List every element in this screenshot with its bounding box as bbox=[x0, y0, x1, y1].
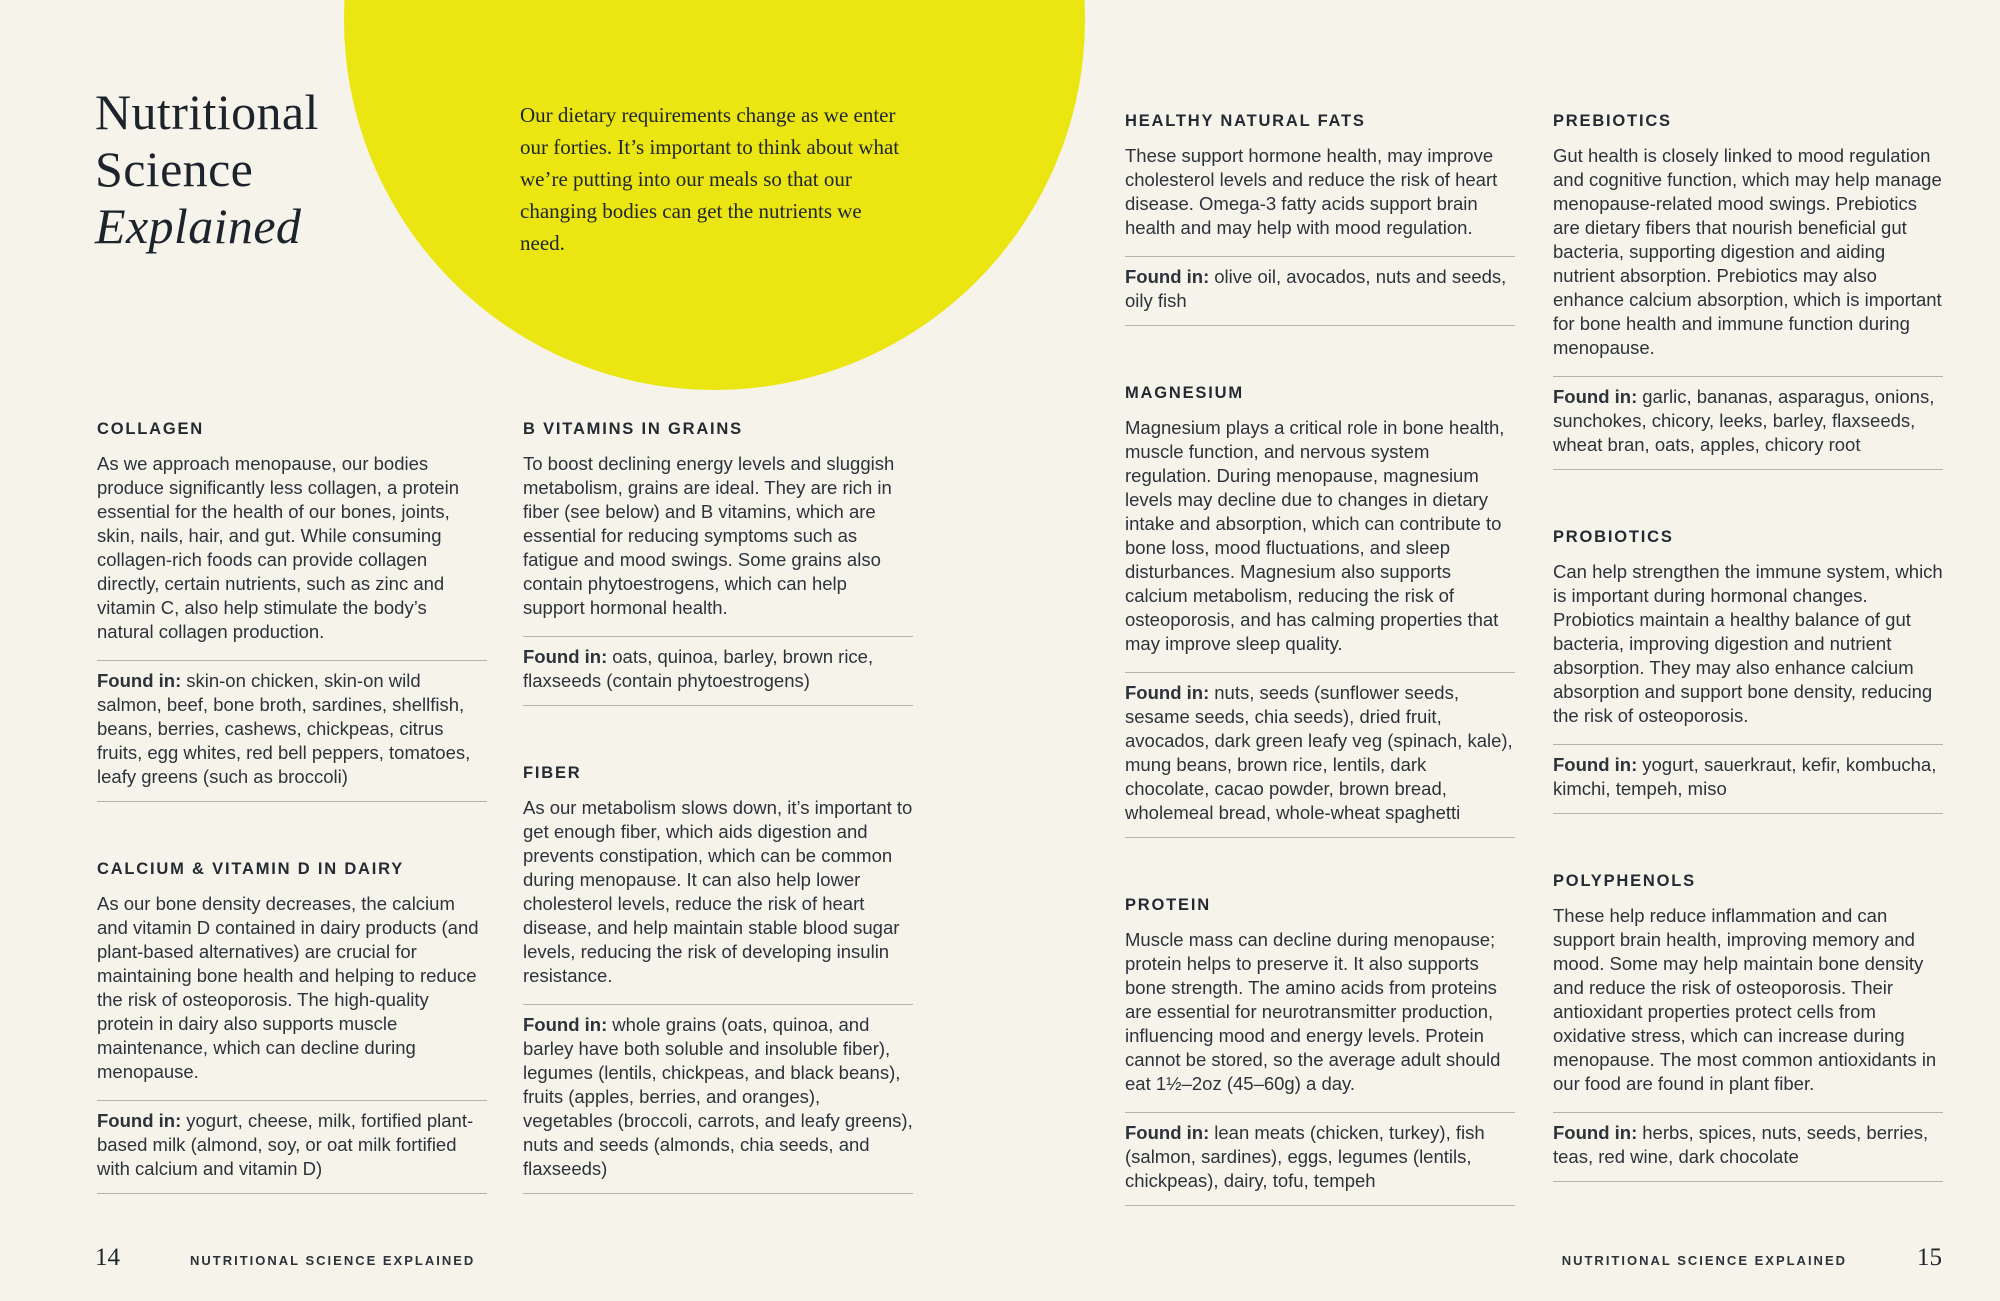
section-healthy-fats bbox=[1125, 112, 1515, 326]
found-in-label: Found in: bbox=[1553, 1122, 1638, 1143]
section-heading: PROBIOTICS bbox=[1553, 528, 1674, 546]
page-number-left: 14 bbox=[95, 1244, 120, 1271]
found-in-block bbox=[97, 1100, 487, 1194]
found-in-block bbox=[1553, 376, 1943, 470]
found-in-block bbox=[1125, 1112, 1515, 1206]
found-in-items: olive oil, avocados, nuts and seeds, oily fish bbox=[1125, 266, 1507, 311]
section-heading: PREBIOTICS bbox=[1553, 112, 1672, 130]
found-in-label: Found in: bbox=[1553, 386, 1638, 407]
found-in-label: Found in: bbox=[1553, 754, 1638, 775]
section-heading: HEALTHY NATURAL FATS bbox=[1125, 112, 1366, 130]
section-b-vitamins bbox=[523, 420, 913, 706]
found-in-label: Found in: bbox=[1125, 1122, 1210, 1143]
found-in-items: garlic, bananas, asparagus, onions, sunchokes, chicory, leeks, barley, flaxseeds, wheat bran, oats, apples, chicory root bbox=[1553, 386, 1935, 455]
found-in-block bbox=[1553, 744, 1943, 814]
found-in-items: skin-on chicken, skin-on wild salmon, beef, bone broth, sardines, shellfish, beans, berries, cashews, chickpeas, citrus fruits, egg whites, red bell peppers, tomatoes, leafy greens (such as broccoli) bbox=[97, 670, 471, 787]
section-body: These support hormone health, may improve cholesterol levels and reduce the risk of heart disease. Omega-3 fatty acids support brain health and may help with mood regulation. bbox=[1125, 145, 1498, 238]
section-body: As our metabolism slows down, it’s important to get enough fiber, which aids digestion and prevents constipation, which can be common during menopause. It can also help lower cholesterol levels, reduce the risk of heart disease, and help maintain stable blood sugar levels, reducing the risk of developing insulin resistance. bbox=[523, 797, 913, 986]
column-3 bbox=[1125, 112, 1515, 1206]
section-body: As our bone density decreases, the calcium and vitamin D contained in dairy products (and plant-based alternatives) are crucial for maintaining bone health and helping to reduce the risk of osteoporosis. The high-quality protein in dairy also supports muscle maintenance, which can decline during menopause. bbox=[97, 893, 479, 1082]
section-probiotics bbox=[1553, 528, 1943, 814]
page-title bbox=[95, 84, 319, 255]
found-in-label: Found in: bbox=[523, 646, 608, 667]
section-heading: COLLAGEN bbox=[97, 420, 204, 438]
section-body: Magnesium plays a critical role in bone health, muscle function, and nervous system regulation. During menopause, magnesium levels may decline due to changes in dietary intake and absorption, which can contribute to bone loss, mood fluctuations, and sleep disturbances. Magnesium also supports calcium metabolism, reducing the risk of osteoporosis, and has calming properties that may improve sleep quality. bbox=[1125, 417, 1505, 654]
intro-text: Our dietary requirements change as we enter our forties. It’s important to think about what we’re putting into our meals so that our changing bodies can get the nutrients we need. bbox=[520, 103, 900, 255]
found-in-items: yogurt, cheese, milk, fortified plant-based milk (almond, soy, or oat milk fortified with calcium and vitamin D) bbox=[97, 1110, 474, 1179]
found-in-block bbox=[1125, 672, 1515, 838]
section-polyphenols bbox=[1553, 872, 1943, 1182]
column-2 bbox=[523, 420, 913, 1194]
footer-right bbox=[1562, 1244, 1942, 1272]
title-line-2: Science bbox=[95, 141, 254, 197]
section-fiber bbox=[523, 764, 913, 1194]
found-in-label: Found in: bbox=[97, 1110, 182, 1131]
found-in-label: Found in: bbox=[97, 670, 182, 691]
running-head-right: NUTRITIONAL SCIENCE EXPLAINED bbox=[1561, 1253, 1847, 1268]
title-line-1: Nutritional bbox=[95, 84, 319, 140]
found-in-label: Found in: bbox=[523, 1014, 608, 1035]
found-in-block bbox=[97, 660, 487, 802]
found-in-block bbox=[1125, 256, 1515, 326]
footer-left bbox=[95, 1244, 475, 1272]
section-collagen bbox=[97, 420, 487, 802]
section-calcium-vitamin-d bbox=[97, 860, 487, 1194]
section-heading: CALCIUM & VITAMIN D IN DAIRY bbox=[97, 860, 405, 878]
section-magnesium bbox=[1125, 384, 1515, 838]
found-in-items: yogurt, sauerkraut, kefir, kombucha, kimchi, tempeh, miso bbox=[1553, 754, 1937, 799]
section-heading: MAGNESIUM bbox=[1125, 384, 1244, 402]
found-in-block bbox=[1553, 1112, 1943, 1182]
section-body: Muscle mass can decline during menopause; protein helps to preserve it. It also supports bone strength. The amino acids from proteins are essential for neurotransmitter production, influencing mood and energy levels. Protein cannot be stored, so the average adult should eat 1½–2oz (45–60g) a day. bbox=[1125, 929, 1501, 1094]
section-prebiotics bbox=[1553, 112, 1943, 470]
section-body: As we approach menopause, our bodies produce significantly less collagen, a protein essential for the health of our bones, joints, skin, nails, hair, and gut. While consuming collagen-rich foods can provide collagen directly, certain nutrients, such as zinc and vitamin C, also help stimulate the body’s natural collagen production. bbox=[97, 453, 459, 642]
section-body: Can help strengthen the immune system, which is important during hormonal changes. Probiotics maintain a healthy balance of gut bacteria, improving digestion and nutrient absorption. They may also enhance calcium absorption and support bone density, reducing the risk of osteoporosis. bbox=[1553, 561, 1943, 726]
section-body: These help reduce inflammation and can support brain health, improving memory and mood. Some may help maintain bone density and reduce the risk of osteoporosis. Their antioxidant properties protect cells from oxidative stress, which can increase during menopause. The most common antioxidants in our food are found in plant fiber. bbox=[1553, 905, 1937, 1094]
column-4 bbox=[1553, 112, 1943, 1182]
section-heading: PROTEIN bbox=[1125, 896, 1211, 914]
title-line-3: Explained bbox=[95, 198, 302, 254]
section-heading: FIBER bbox=[523, 764, 582, 782]
section-heading: B VITAMINS IN GRAINS bbox=[523, 420, 743, 438]
column-1 bbox=[97, 420, 487, 1194]
section-protein bbox=[1125, 896, 1515, 1206]
section-heading: POLYPHENOLS bbox=[1553, 872, 1696, 890]
section-body: Gut health is closely linked to mood regulation and cognitive function, which may help manage menopause-related mood swings. Prebiotics are dietary fibers that nourish beneficial gut bacteria, supporting digestion and aiding nutrient absorption. Prebiotics may also enhance calcium absorption, which is important for bone health and immune function during menopause. bbox=[1553, 145, 1942, 358]
found-in-block bbox=[523, 636, 913, 706]
found-in-label: Found in: bbox=[1125, 682, 1210, 703]
running-head-left: NUTRITIONAL SCIENCE EXPLAINED bbox=[190, 1253, 476, 1268]
found-in-items: nuts, seeds (sunflower seeds, sesame seeds, chia seeds), dried fruit, avocados, dark green leafy veg (spinach, kale), mung beans, brown rice, lentils, dark chocolate, cacao powder, brown bread, wholemeal bread, whole-wheat spaghetti bbox=[1125, 682, 1513, 823]
found-in-items: lean meats (chicken, turkey), fish (salmon, sardines), eggs, legumes (lentils, chickpeas), dairy, tofu, tempeh bbox=[1125, 1122, 1485, 1191]
found-in-items: whole grains (oats, quinoa, and barley have both soluble and insoluble fiber), legumes (lentils, chickpeas, and black beans), fruits (apples, berries, and oranges), vegetables (broccoli, carrots, and leafy greens), nuts and seeds (almonds, chia seeds, and flaxseeds) bbox=[523, 1014, 913, 1179]
found-in-items: herbs, spices, nuts, seeds, berries, teas, red wine, dark chocolate bbox=[1553, 1122, 1929, 1167]
found-in-block bbox=[523, 1004, 913, 1194]
found-in-items: oats, quinoa, barley, brown rice, flaxseeds (contain phytoestrogens) bbox=[523, 646, 874, 691]
section-body: To boost declining energy levels and sluggish metabolism, grains are ideal. They are rich in fiber (see below) and B vitamins, which are essential for reducing symptoms such as fatigue and mood swings. Some grains also contain phytoestrogens, which can help support hormonal health. bbox=[523, 453, 895, 618]
page-number-right: 15 bbox=[1917, 1244, 1942, 1271]
found-in-label: Found in: bbox=[1125, 266, 1210, 287]
